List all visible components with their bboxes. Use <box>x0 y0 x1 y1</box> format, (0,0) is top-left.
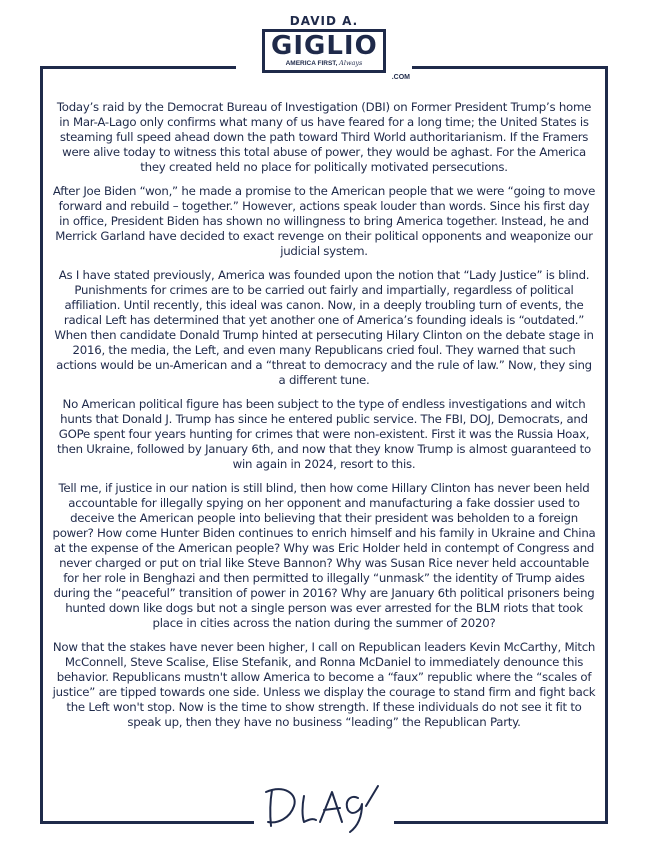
letter-body <box>52 100 596 739</box>
logo-domain: .COM <box>391 74 410 81</box>
logo-name-main: GIGLIO <box>271 31 378 61</box>
logo-name-top: DAVID A. <box>289 14 359 28</box>
logo-tagline <box>271 59 377 68</box>
paragraph-5: Tell me, if justice in our nation is still blind, then how come Hillary Clinton has never been held accountable for illegally spying on her opponent and manufacturing a fake dossier used to deceive the American people into believing that their president was beholden to a foreign power? How come Hunter Biden continues to enrich himself and his family in Ukraine and China at the expense of the American people? Why was Eric Holder held in contempt of Congress and never charged or put on trial like Steve Bannon? Why was Susan Rice never held accountable for her role in Benghazi and then permitted to illegally “unmask” the identity of Trump aides during the “peaceful” transition of power in 2016? Why are January 6th political prisoners being hunted down like dogs but not a single person was ever arrested for the BLM riots that took place in cities across the nation during the summer of 2020? <box>52 481 596 630</box>
logo <box>236 12 412 92</box>
paragraph-1: Today’s raid by the Democrat Bureau of Investigation (DBI) on Former President Trump’s home in Mar-A-Lago only confirms what many of us have feared for a long time; the United States is steaming full speed ahead down the path toward Third World authoritarianism. If the Framers were alive today to witness this total abuse of power, they would be aghast. For the America they created held no place for politically motivated persecutions. <box>56 100 592 174</box>
logo-tagline-text: AMERICA FIRST, <box>285 60 338 67</box>
signature <box>254 776 394 838</box>
logo-tagline-script: Always <box>339 59 363 67</box>
signature-graphic <box>254 776 394 838</box>
paragraph-4: No American political figure has been subject to the type of endless investigations and witch hunts that Donald J. Trump has since he entered public service. The FBI, DOJ, Democrats, and GOPe spent four years hunting for crimes that were non-existent. First it was the Russia Hoax, then Ukraine, followed by January 6th, and now that they know Trump is almost guaranteed to win again in 2024, resort to this. <box>57 397 591 471</box>
paragraph-3: As I have stated previously, America was founded upon the notion that “Lady Justice” is blind. Punishments for crimes are to be carried out fairly and impartially, regardless of political affiliation. Until recently, this ideal was canon. Now, in a deeply troubling turn of events, the radical Left has determined that yet another one of America’s founding ideals is “outdated.” When then candidate Donald Trump hinted at persecuting Hilary Clinton on the debate stage in 2016, the media, the Left, and even many Republicans cried foul. They warned that such actions would be un-American and a “threat to democracy and the rule of law.” Now, they sing a different tune. <box>54 268 594 387</box>
paragraph-2: After Joe Biden “won,” he made a promise to the American people that we were “going to move forward and rebuild – together.” However, actions speak louder than words. Since his first day in office, President Biden has shown no willingness to bring America together. Instead, he and Merrick Garland have decided to exact revenge on their political opponents and weaponize our judicial system. <box>52 184 596 258</box>
logo-box <box>262 29 386 73</box>
paragraph-6: Now that the stakes have never been higher, I call on Republican leaders Kevin McCarthy, Mitch McConnell, Steve Scalise, Elise Stefanik, and Ronna McDaniel to immediately denounce this behavior. Republicans mustn't allow America to become a “faux” republic where the “scales of justice” are tipped towards one side. Unless we display the courage to stand firm and fight back the Left won't stop. Now is the time to show strength. If these individuals do not see it fit to speak up, then they have no business “leading” the Republican Party. <box>52 640 596 729</box>
